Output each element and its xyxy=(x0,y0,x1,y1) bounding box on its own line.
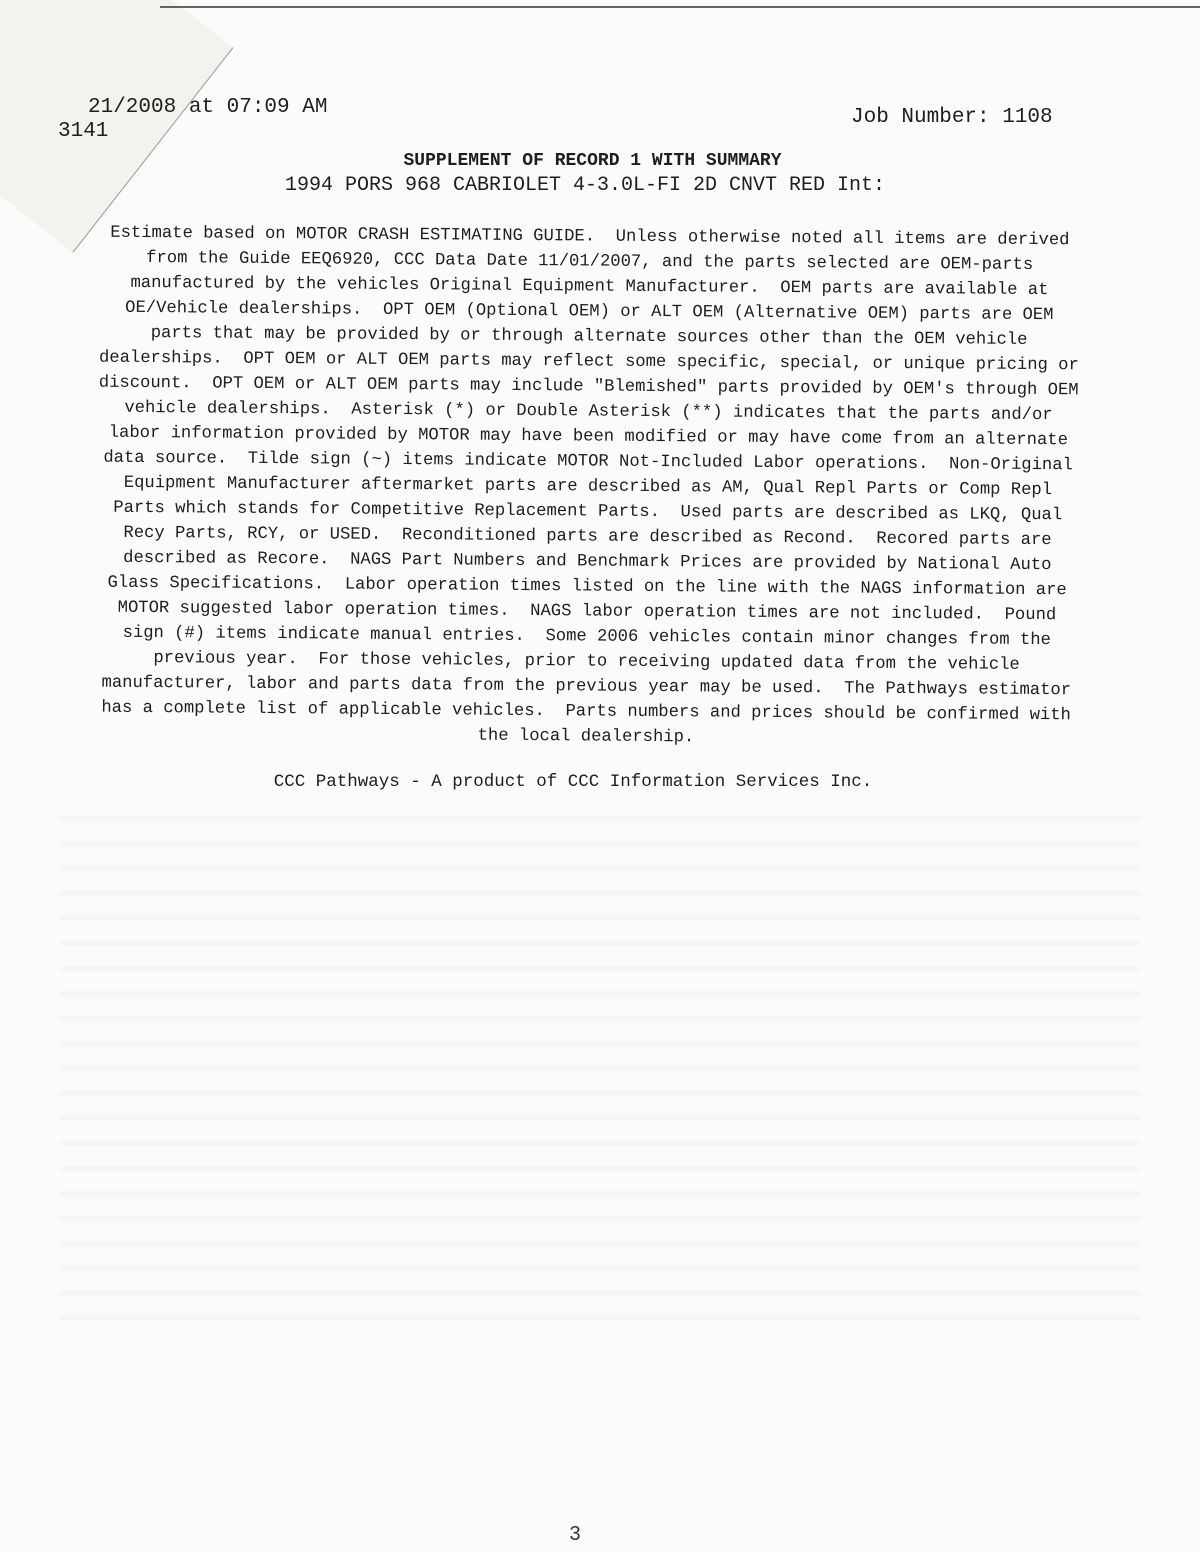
vehicle-description: 1994 PORS 968 CABRIOLET 4-3.0L-FI 2D CNVT RED Int: xyxy=(284,174,886,197)
disclaimer-line: discount. OPT OEM or ALT OEM parts may include "Blemished" parts provided by OEM's through OEM xyxy=(98,373,1079,401)
disclaimer-line: vehicle dealerships. Asterisk (*) or Double Asterisk (**) indicates that the parts and/or xyxy=(124,398,1053,426)
disclaimer-line: dealerships. OPT OEM or ALT OEM parts may reflect some specific, special, or unique pricing or xyxy=(98,348,1079,376)
disclaimer-line: manufactured by the vehicles Original Equipment Manufacturer. OEM parts are available at xyxy=(130,273,1049,301)
disclaimer-line: sign (#) items indicate manual entries. Some 2006 vehicles contain minor changes from the xyxy=(122,623,1051,651)
disclaimer-line: from the Guide EEQ6920, CCC Data Date 11/01/2007, and the parts selected are OEM-parts xyxy=(146,248,1034,275)
disclaimer-line: the local dealership. xyxy=(477,726,695,748)
job-number: Job Number: 1108 xyxy=(851,106,1053,129)
disclaimer-line: described as Recore. NAGS Part Numbers and Benchmark Prices are provided by National Auto xyxy=(123,548,1052,576)
scan-edge-line xyxy=(160,6,1200,8)
disclaimer-line: Glass Specifications. Labor operation times listed on the line with the NAGS information are xyxy=(107,573,1067,601)
header-date-time: 21/2008 at 07:09 AM xyxy=(88,96,328,119)
disclaimer-line: Recy Parts, RCY, or USED. Reconditioned parts are described as Recond. Recored parts are xyxy=(123,523,1052,551)
disclaimer-line: Equipment Manufacturer aftermarket parts are described as AM, Qual Repl Parts or Comp Repl xyxy=(123,473,1053,501)
disclaimer-line: OE/Vehicle dealerships. OPT OEM (Optional OEM) or ALT OEM (Alternative OEM) parts are OEM xyxy=(125,298,1054,326)
disclaimer-line: Estimate based on MOTOR CRASH ESTIMATING GUIDE. Unless otherwise noted all items are derived xyxy=(110,223,1070,251)
disclaimer-line: parts that may be provided by or through alternate sources other than the OEM vehicle xyxy=(150,324,1028,350)
product-credit: CCC Pathways - A product of CCC Information Services Inc. xyxy=(273,772,873,792)
disclaimer-line: previous year. For those vehicles, prior to receiving updated data from the vehicle xyxy=(153,649,1020,675)
page-number: 3 xyxy=(569,1523,581,1545)
header-id-fragment: 3141 xyxy=(58,120,109,143)
estimate-disclaimer xyxy=(16,220,1160,754)
disclaimer-line: MOTOR suggested labor operation times. NAGS labor operation times are not included. Pound xyxy=(117,598,1057,626)
disclaimer-line: Parts which stands for Competitive Replacement Parts. Used parts are described as LKQ, Qual xyxy=(113,498,1063,526)
disclaimer-line: data source. Tilde sign (~) items indicate MOTOR Not-Included Labor operations. Non-Original xyxy=(103,448,1073,476)
show-through-bleed xyxy=(60,800,1140,1320)
document-title: SUPPLEMENT OF RECORD 1 WITH SUMMARY xyxy=(403,151,782,171)
disclaimer-line: has a complete list of applicable vehicles. Parts numbers and prices should be confirmed with xyxy=(101,698,1071,726)
disclaimer-line: manufacturer, labor and parts data from the previous year may be used. The Pathways estimator xyxy=(101,673,1072,701)
disclaimer-line: labor information provided by MOTOR may have been modified or may have come from an alternate xyxy=(108,423,1068,451)
folded-corner-artifact xyxy=(0,0,233,253)
